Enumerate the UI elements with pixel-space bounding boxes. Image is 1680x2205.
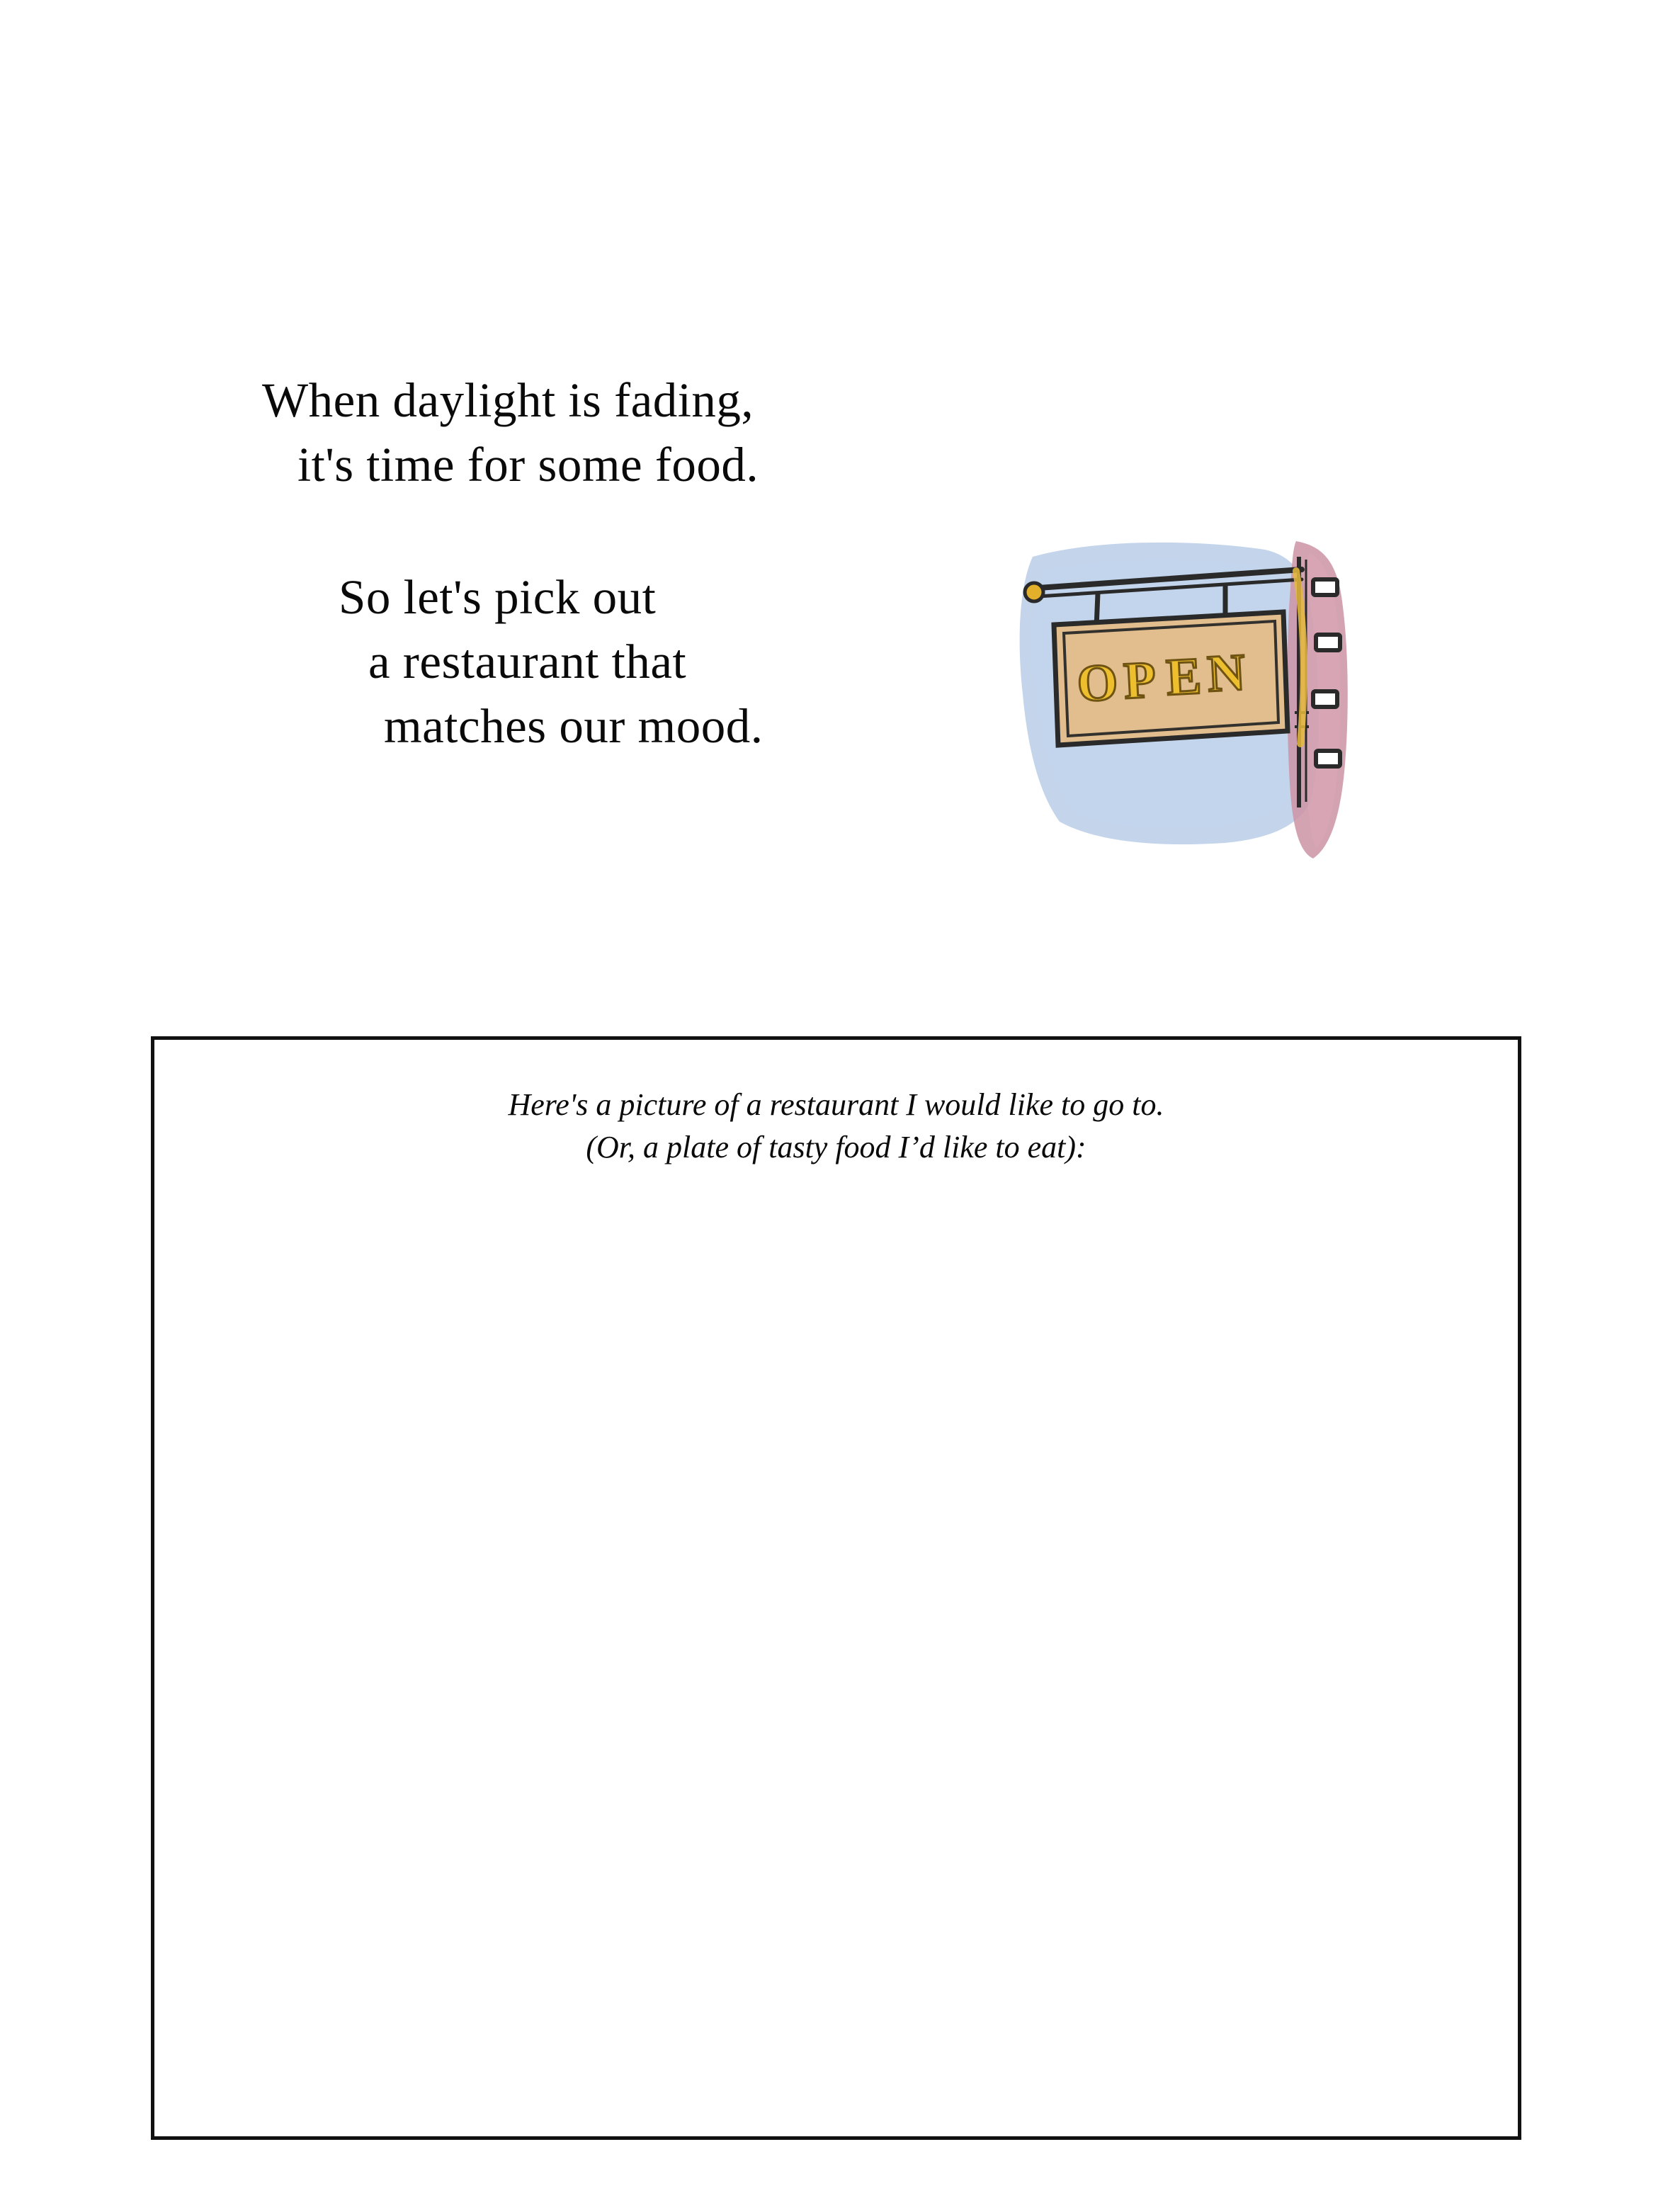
- verse-spacer: [234, 497, 1084, 565]
- drawing-area-caption: [154, 1084, 1518, 1169]
- svg-text:N: N: [1205, 643, 1247, 703]
- verse-line-2: it's time for some food.: [297, 438, 759, 492]
- svg-text:E: E: [1164, 647, 1203, 707]
- svg-text:O: O: [1075, 653, 1120, 713]
- caption-line-1: Here's a picture of a restaurant I would like to go to.: [508, 1087, 1164, 1122]
- verse-line-1: When daylight is fading,: [262, 373, 754, 427]
- verse-line-4: a restaurant that: [368, 635, 687, 688]
- drawing-area[interactable]: [151, 1036, 1521, 2140]
- svg-text:P: P: [1122, 650, 1158, 710]
- verse-line-3: So let's pick out: [339, 570, 657, 624]
- sign-board: [1054, 612, 1288, 745]
- poem-verse: [234, 368, 1084, 759]
- caption-line-2: (Or, a plate of tasty food I’d like to eat):: [586, 1130, 1086, 1164]
- verse-line-5: matches our mood.: [384, 699, 764, 753]
- drawing-canvas-blank[interactable]: [154, 1169, 1518, 2075]
- hanging-open-sign-illustration: [1013, 538, 1388, 885]
